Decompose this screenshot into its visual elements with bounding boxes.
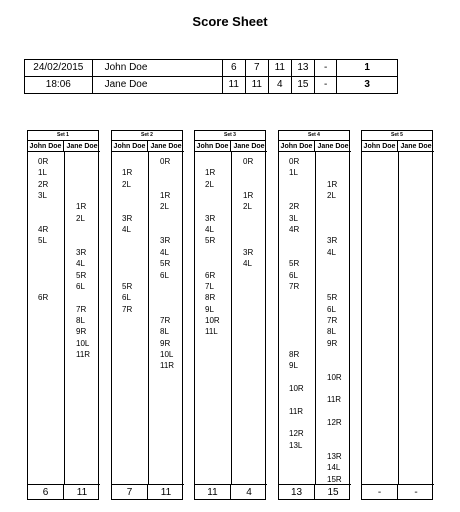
player-2-point: 4L [76, 259, 85, 269]
player-1-point: 0R [289, 157, 300, 166]
player-1-point: 2L [122, 179, 131, 189]
player-2-point: 14L [327, 463, 341, 473]
player-2-point: 9R [327, 338, 338, 348]
set-total: 11 [64, 484, 100, 499]
summary-row [25, 60, 398, 77]
player-header: Jane Doe [64, 141, 100, 152]
player-2-point: 10L [160, 349, 174, 359]
summary-set-score: - [314, 77, 337, 94]
player-2-point: 6L [327, 304, 336, 314]
player-2-point: 0R [243, 157, 254, 166]
player-1-point: 1L [38, 168, 47, 178]
player-1-point: 0R [38, 157, 49, 166]
set-total: 7 [112, 484, 148, 499]
player-1-point: 8R [289, 349, 300, 359]
summary-player-name: John Doe [92, 60, 222, 77]
player-1-point: 3L [38, 191, 47, 201]
player-2-point: 5R [327, 293, 338, 303]
set-total: 13 [279, 484, 315, 499]
summary-set-score: 4 [268, 77, 291, 94]
player-2-point: 5R [160, 259, 171, 269]
player-2-point: 9R [160, 338, 171, 348]
set-label: Set 2 [112, 131, 182, 141]
player-header: John Doe [279, 141, 315, 152]
player-1-point: 3R [205, 213, 216, 223]
player-2-point: 6L [76, 281, 85, 291]
player-2-point: 8L [327, 327, 336, 337]
player-1-point: 8R [205, 293, 216, 303]
player-header: John Doe [362, 141, 398, 152]
summary-set-score: 11 [222, 77, 245, 94]
player-1-points [195, 152, 232, 484]
player-1-point: 6R [205, 270, 216, 280]
player-2-point: 8L [160, 327, 169, 337]
set-total: 11 [148, 484, 184, 499]
player-2-point: 11R [160, 361, 175, 371]
player-2-points [315, 152, 351, 484]
player-2-point: 1R [76, 202, 87, 212]
player-2-points [398, 152, 434, 484]
player-2-point: 7R [76, 304, 87, 314]
player-2-point: 8L [76, 315, 85, 325]
player-1-point: 7R [122, 304, 133, 314]
player-1-point: 2R [38, 179, 49, 189]
player-1-point: 11R [289, 406, 304, 416]
player-2-point: 1R [160, 191, 171, 201]
summary-set-score: - [314, 60, 337, 77]
set-label: Set 5 [362, 131, 432, 141]
player-1-point: 12R [289, 429, 304, 439]
set-column-4 [278, 130, 350, 500]
set-total: - [398, 484, 434, 499]
player-1-point: 1R [122, 168, 133, 178]
player-1-point: 4R [289, 225, 300, 235]
player-2-points [148, 152, 184, 484]
player-1-point: 2R [289, 202, 300, 212]
player-2-point: 12R [327, 418, 342, 428]
set-column-5 [361, 130, 433, 500]
player-1-point: 10R [205, 315, 220, 325]
set-total: 6 [28, 484, 64, 499]
player-2-point: 5R [76, 270, 87, 280]
player-1-point: 10R [289, 384, 304, 393]
summary-set-score: 15 [291, 77, 314, 94]
player-2-point: 3R [160, 236, 171, 246]
player-1-point: 5R [122, 281, 133, 291]
player-2-point: 1R [243, 191, 254, 201]
player-2-points [231, 152, 267, 484]
set-column-1 [27, 130, 99, 500]
player-2-point: 2L [160, 202, 169, 212]
summary-result: 3 [337, 77, 398, 94]
summary-player-name: Jane Doe [92, 77, 222, 94]
player-header: Jane Doe [315, 141, 351, 152]
player-2-point: 2L [243, 202, 252, 212]
player-2-point: 4L [243, 259, 252, 269]
player-2-point: 11R [327, 395, 342, 405]
player-2-point: 10R [327, 372, 342, 382]
player-1-point: 2L [205, 179, 214, 189]
page-title: Score Sheet [192, 14, 268, 29]
player-1-point: 3R [122, 213, 133, 223]
player-1-point: 11L [205, 327, 218, 337]
player-1-point: 5R [289, 259, 300, 269]
player-1-point: 1L [289, 168, 298, 178]
player-1-point: 4R [38, 225, 49, 235]
player-1-point: 7L [205, 281, 214, 291]
player-header: Jane Doe [148, 141, 184, 152]
player-1-point: 6L [289, 270, 298, 280]
player-1-point: 9L [289, 361, 298, 371]
player-2-point: 4L [160, 247, 169, 257]
player-1-point: 5L [38, 236, 47, 246]
player-2-point: 3R [327, 236, 338, 246]
player-1-points [279, 152, 316, 484]
player-1-point: 3L [289, 213, 298, 223]
player-1-point: 13L [289, 440, 303, 450]
set-column-3 [194, 130, 266, 500]
player-1-point: 9L [205, 304, 214, 314]
player-2-point: 13R [327, 452, 342, 462]
summary-set-score: 6 [222, 60, 245, 77]
player-1-point: 4L [205, 225, 214, 235]
set-total: 15 [315, 484, 351, 499]
player-1-point: 5R [205, 236, 216, 246]
summary-set-score: 7 [245, 60, 268, 77]
player-1-point: 7R [289, 281, 300, 291]
set-total: 11 [195, 484, 231, 499]
player-1-points [28, 152, 65, 484]
player-1-point: 4L [122, 225, 131, 235]
set-column-2 [111, 130, 183, 500]
summary-row [25, 77, 398, 94]
player-2-point: 11R [76, 349, 91, 359]
player-2-point: 2L [76, 213, 85, 223]
summary-set-score: 11 [245, 77, 268, 94]
player-1-point: 6L [122, 293, 131, 303]
player-2-point: 3R [243, 247, 254, 257]
player-2-point: 2L [327, 191, 336, 201]
player-1-points [112, 152, 149, 484]
player-2-point: 15R [327, 474, 342, 484]
summary-result: 1 [337, 60, 398, 77]
player-2-point: 9R [76, 327, 87, 337]
player-2-point: 4L [327, 247, 336, 257]
set-total: 4 [231, 484, 267, 499]
player-2-point: 6L [160, 270, 169, 280]
player-2-point: 0R [160, 157, 171, 166]
player-header: John Doe [112, 141, 148, 152]
summary-set-score: 13 [291, 60, 314, 77]
player-2-point: 10L [76, 338, 90, 348]
set-label: Set 3 [195, 131, 265, 141]
set-total: - [362, 484, 398, 499]
player-2-point: 3R [76, 247, 87, 257]
summary-table [24, 59, 398, 94]
summary-date: 24/02/2015 [25, 60, 93, 77]
summary-set-score: 11 [268, 60, 291, 77]
player-header: Jane Doe [398, 141, 434, 152]
summary-time: 18:06 [25, 77, 93, 94]
player-1-points [362, 152, 399, 484]
player-2-point: 7R [160, 315, 171, 325]
player-1-point: 1R [205, 168, 216, 178]
player-2-points [64, 152, 100, 484]
player-header: John Doe [28, 141, 64, 152]
set-label: Set 1 [28, 131, 98, 141]
set-label: Set 4 [279, 131, 349, 141]
player-1-point: 6R [38, 293, 49, 303]
player-2-point: 7R [327, 315, 338, 325]
player-2-point: 1R [327, 179, 338, 189]
player-header: John Doe [195, 141, 231, 152]
player-header: Jane Doe [231, 141, 267, 152]
